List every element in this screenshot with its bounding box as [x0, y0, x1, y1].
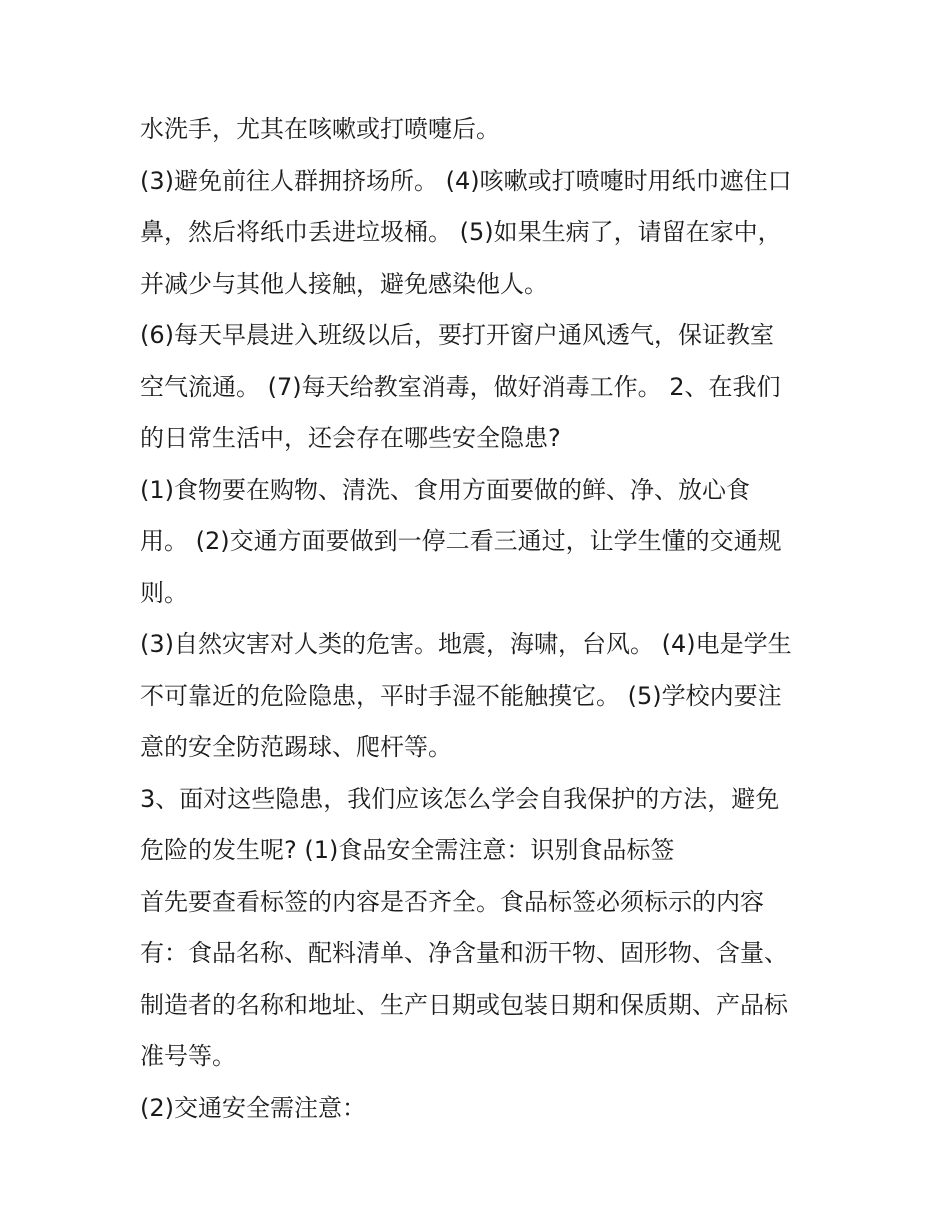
text-line: 用。 (2)交通方面要做到一停二看三通过，让学生懂的交通规 — [140, 527, 782, 555]
text-line: 意的安全防范踢球、爬杆等。 — [140, 733, 452, 761]
text-line: 并减少与其他人接触，避免感染他人。 — [140, 269, 548, 298]
text-line: (3)避免前往人群拥挤场所。 (4)咳嗽或打喷嚏时用纸巾遮住口 — [140, 166, 792, 195]
text-line: (6)每天早晨进入班级以后，要打开窗户通风透气，保证教室 — [140, 321, 774, 349]
body-text — [140, 104, 820, 1134]
text-line: (3)自然灾害对人类的危害。地震，海啸，台风。 (4)电是学生 — [140, 630, 792, 658]
text-line: 准号等。 — [140, 1042, 236, 1070]
text-line: 则。 — [140, 578, 188, 607]
text-line: (2)交通安全需注意： — [140, 1093, 366, 1122]
text-line: (1)食物要在购物、清洗、食用方面要做的鲜、净、放心食 — [140, 475, 750, 504]
text-line: 水洗手，尤其在咳嗽或打喷嚏后。 — [140, 115, 500, 143]
text-line: 的日常生活中，还会存在哪些安全隐患? — [140, 424, 561, 452]
text-line: 有：食品名称、配料清单、净含量和沥干物、固形物、含量、 — [140, 939, 788, 967]
text-line: 首先要查看标签的内容是否齐全。食品标签必须标示的内容 — [140, 887, 764, 916]
text-line: 3、面对这些隐患，我们应该怎么学会自我保护的方法，避免 — [140, 784, 780, 813]
text-line: 危险的发生呢? (1)食品安全需注意：识别食品标签 — [140, 836, 675, 864]
text-line: 空气流通。 (7)每天给教室消毒，做好消毒工作。 2、在我们 — [140, 372, 781, 401]
text-line: 制造者的名称和地址、生产日期或包装日期和保质期、产品标 — [140, 990, 788, 1019]
text-line: 不可靠近的危险隐患，平时手湿不能触摸它。 (5)学校内要注 — [140, 681, 782, 710]
text-line: 鼻，然后将纸巾丢进垃圾桶。 (5)如果生病了，请留在家中， — [140, 218, 782, 246]
